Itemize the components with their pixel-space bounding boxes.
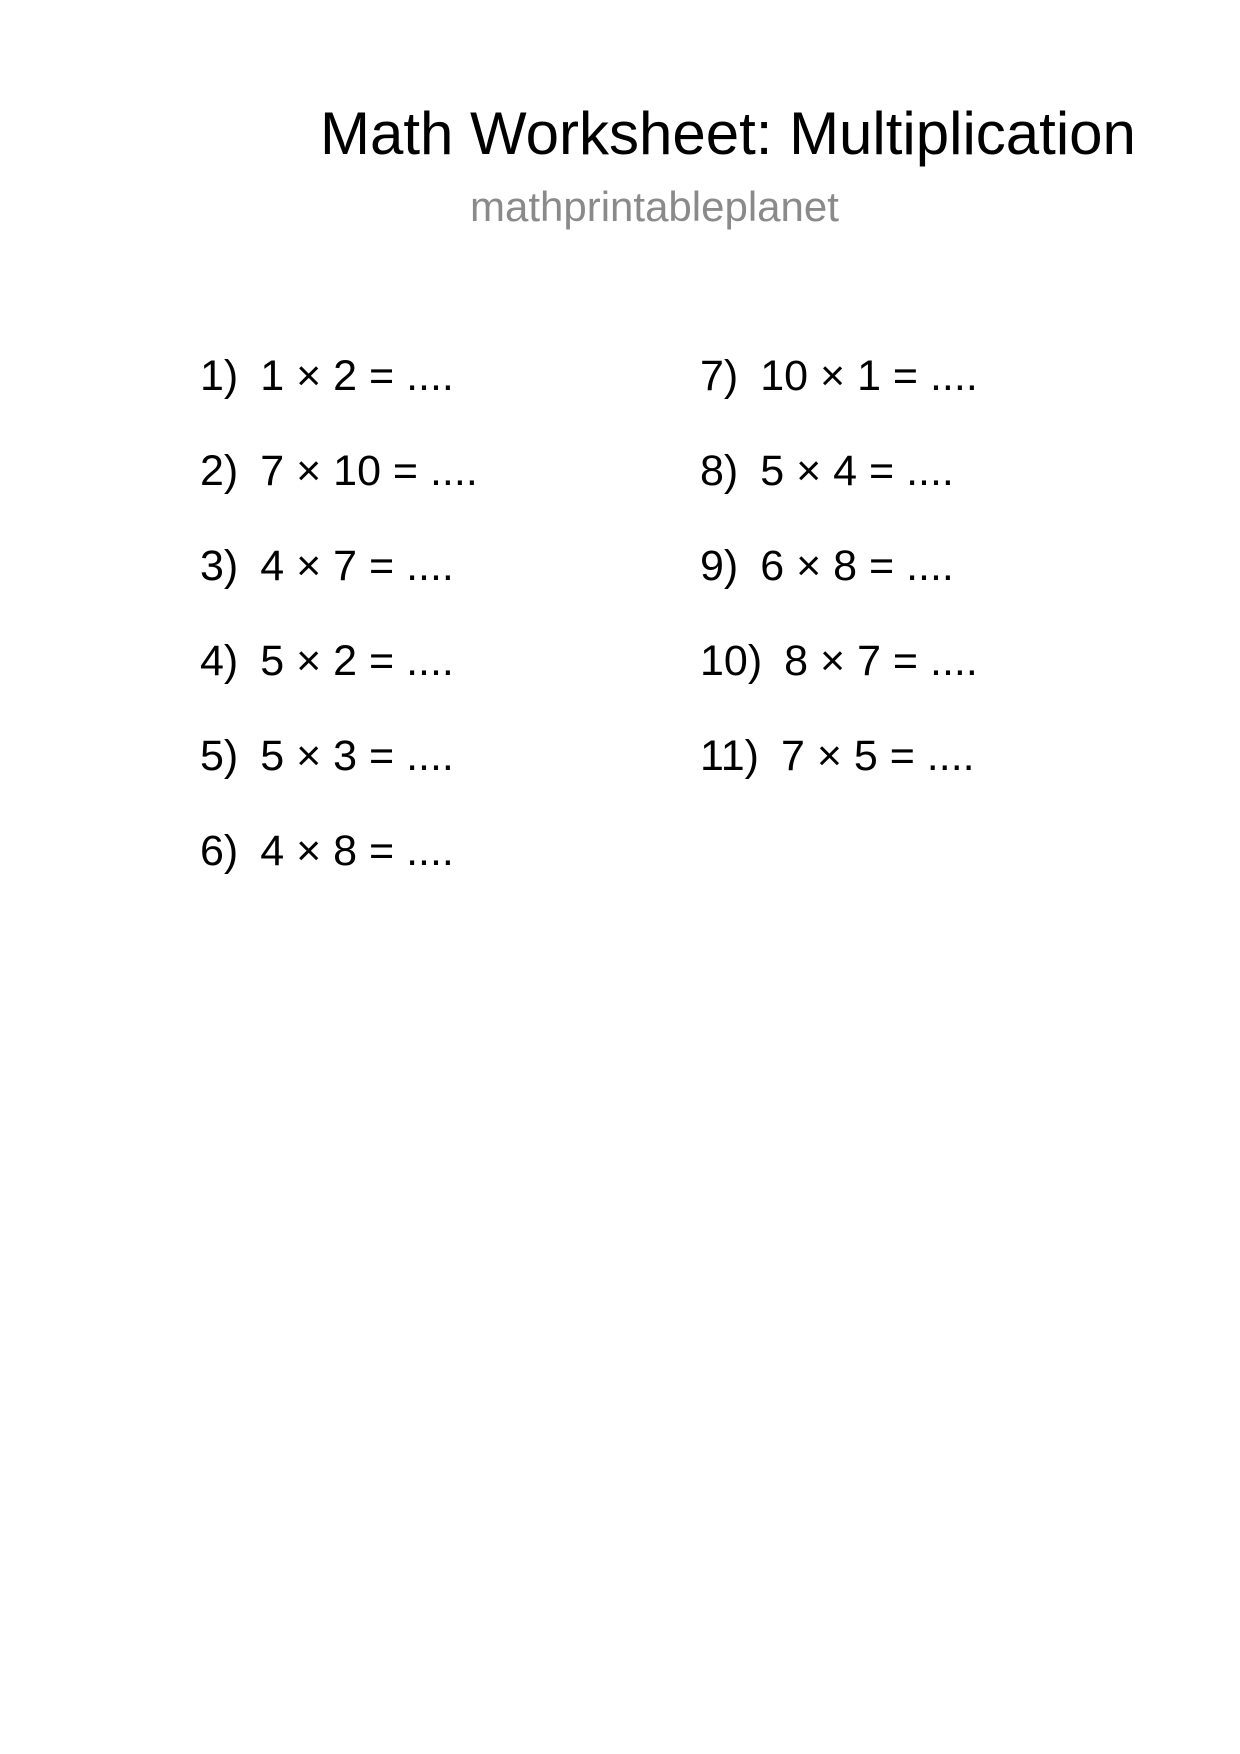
problem-expression: 5 × 2 = .... — [260, 637, 454, 685]
problem-column-right — [700, 350, 978, 825]
problem-number: 5) — [200, 732, 239, 780]
problem-expression: 1 × 2 = .... — [260, 352, 454, 400]
problem-item — [200, 635, 478, 730]
problem-expression: 4 × 7 = .... — [260, 542, 454, 590]
problem-item — [700, 540, 978, 635]
problem-item — [200, 540, 478, 635]
problem-item — [700, 350, 978, 445]
problem-number: 10) — [700, 637, 763, 685]
problem-expression: 7 × 10 = .... — [260, 447, 478, 495]
problem-expression: 5 × 4 = .... — [760, 447, 954, 495]
problem-number: 3) — [200, 542, 239, 590]
problem-expression: 10 × 1 = .... — [760, 352, 978, 400]
problem-expression: 5 × 3 = .... — [260, 732, 454, 780]
problem-item — [200, 825, 478, 920]
problem-number: 7) — [700, 352, 739, 400]
problem-expression: 4 × 8 = .... — [260, 827, 454, 875]
problem-item — [200, 350, 478, 445]
problem-number: 4) — [200, 637, 239, 685]
problem-number: 11) — [700, 732, 759, 780]
problem-item — [700, 635, 978, 730]
problem-item — [200, 730, 478, 825]
worksheet-title: Math Worksheet: Multiplication — [320, 100, 1136, 167]
problem-number: 1) — [200, 352, 239, 400]
problem-expression: 7 × 5 = .... — [780, 732, 975, 780]
problem-number: 8) — [700, 447, 739, 495]
problem-item — [200, 445, 478, 540]
worksheet-subtitle: mathprintableplanet — [470, 183, 839, 230]
problem-column-left — [200, 350, 478, 920]
problem-number: 2) — [200, 447, 239, 495]
problem-item — [700, 730, 978, 825]
problem-number: 6) — [200, 827, 239, 875]
problem-expression: 8 × 7 = .... — [784, 637, 978, 685]
problem-item — [700, 445, 978, 540]
problem-number: 9) — [700, 542, 739, 590]
problem-expression: 6 × 8 = .... — [760, 542, 954, 590]
